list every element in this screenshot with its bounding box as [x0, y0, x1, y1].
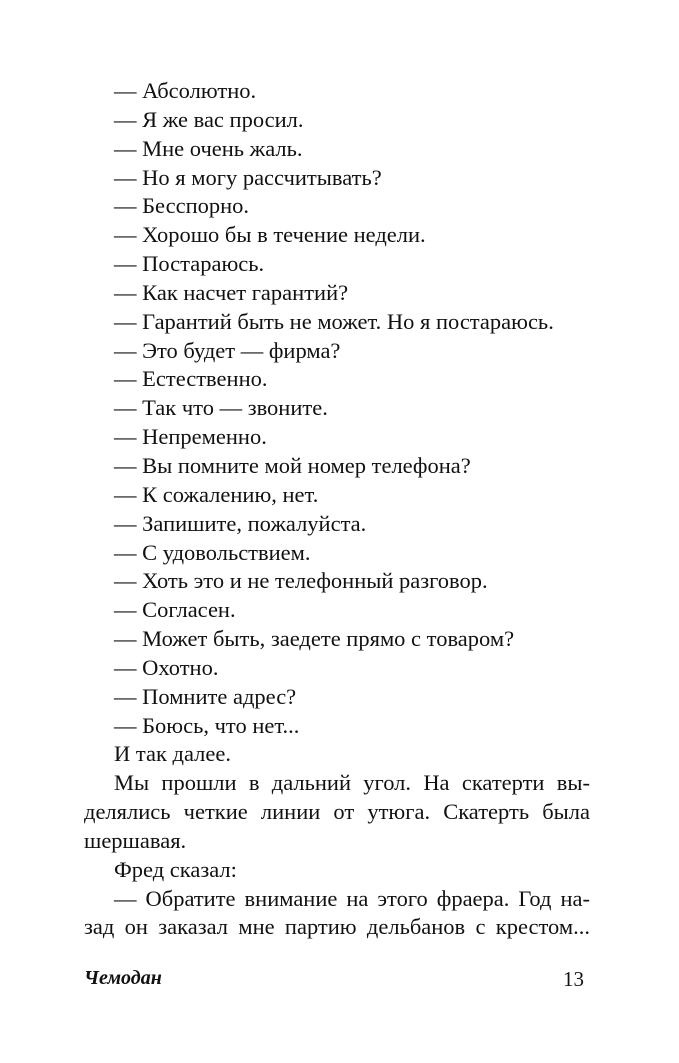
dialogue-line: — С удовольствием.	[114, 539, 311, 565]
dialogue-line: — Согласен.	[114, 597, 236, 623]
dialogue-line: — Как насчет гарантий?	[114, 279, 349, 305]
paragraph-line: зад он заказал мне партию дельбанов с крестом...	[84, 914, 590, 940]
dialogue-line: — Мне очень жаль.	[114, 135, 303, 161]
dialogue-line: — Так что — звоните.	[114, 395, 328, 421]
dialogue-line: — Хорошо бы в течение недели.	[114, 222, 426, 248]
dialogue-line: — Обратите внимание на этого фраера. Год на-	[114, 885, 590, 911]
dialogue-line: — Естественно.	[114, 366, 268, 392]
dialogue-line: — Это будет — фирма?	[114, 337, 341, 363]
dialogue-line: — Охотно.	[114, 654, 219, 680]
dialogue-line: — Абсолютно.	[114, 78, 257, 103]
dialogue-line: — Но я могу рассчитывать?	[114, 164, 382, 190]
dialogue-line: — Запишите, пожалуйста.	[114, 510, 367, 536]
page-text	[84, 77, 590, 942]
dialogue-line: — Может быть, заедете прямо с товаром?	[114, 626, 515, 652]
paragraph-line: Фред сказал:	[114, 856, 237, 882]
dialogue-line: — К сожалению, нет.	[114, 481, 319, 507]
dialogue-line: — Непременно.	[114, 424, 267, 450]
paragraph-line: шершавая.	[84, 827, 187, 853]
dialogue-line: — Боюсь, что нет...	[114, 712, 300, 738]
dialogue-line: — Бесспорно.	[114, 193, 250, 219]
page-footer	[84, 967, 584, 997]
dialogue-line: — Вы помните мой номер телефона?	[114, 452, 471, 478]
paragraph-line: Мы прошли в дальний угол. На скатерти вы-	[114, 770, 590, 796]
dialogue-line: — Я же вас просил.	[114, 106, 304, 132]
paragraph-line: И так далее.	[114, 741, 231, 767]
dialogue-line: — Постараюсь.	[114, 251, 265, 277]
paragraph-line: делялись четкие линии от утюга. Скатерть была	[84, 799, 590, 825]
dialogue-line: — Помните адрес?	[114, 683, 297, 709]
page-number: 13	[563, 967, 584, 991]
running-title: Чемодан	[84, 967, 162, 989]
dialogue-line: — Хоть это и не телефонный разговор.	[114, 568, 488, 594]
dialogue-line: — Гарантий быть не может. Но я постараюсь.	[114, 308, 554, 334]
